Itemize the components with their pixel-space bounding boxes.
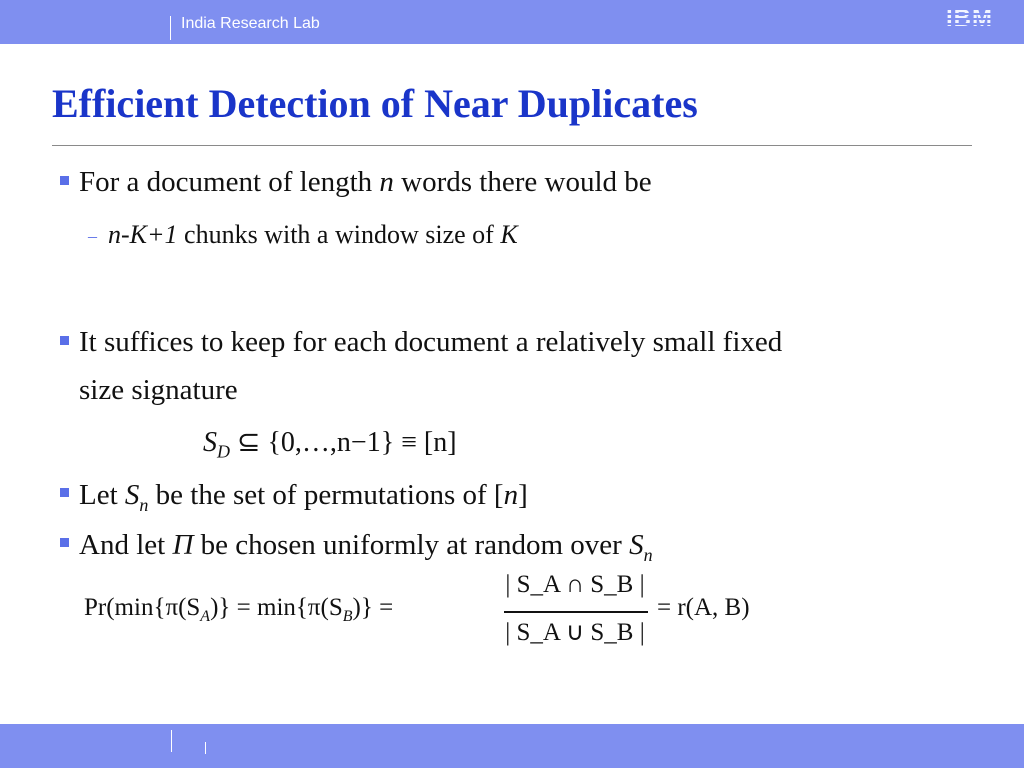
footer-separator-small [205,742,206,754]
bullet-square-icon [60,488,69,497]
sub-bullet-1: n-K+1 chunks with a window size of K [108,220,518,249]
title-divider [52,145,972,146]
bullet-2-line-2: size signature [79,374,238,406]
bottom-banner [0,724,1024,768]
bullet-1: For a document of length n words there would be [79,166,652,198]
minhash-formula-result: = r(A, B) [657,594,750,621]
dash-bullet-icon: – [88,226,97,246]
signature-formula: $S_D$ ⊆ {0,…,n−1} ≡ [n] [203,427,457,462]
bullet-square-icon [60,176,69,185]
slide-title: Efficient Detection of Near Duplicates [52,81,698,126]
bullet-2-line-1: It suffices to keep for each document a relatively small fixed [79,326,783,358]
fraction-denominator: | S_A ∪ S_B | [505,619,645,646]
top-banner [0,0,1024,44]
ibm-logo: IBM [946,5,993,32]
header-separator [170,16,171,40]
fraction-numerator: | S_A ∩ S_B | [505,571,645,598]
fraction-bar [504,611,648,613]
minhash-formula-lhs: $Pr(\min\{\pi(S_A)\} = \min\{\pi(S_B)\}$ = [84,594,394,625]
bullet-3: Let $S_n$ be the set of permutations of [n] [79,479,528,515]
bullet-4: And let Π be chosen uniformly at random over $S_n$ [79,529,653,565]
footer-separator [171,730,172,752]
lab-name: India Research Lab [181,15,320,32]
bullet-square-icon [60,336,69,345]
bullet-square-icon [60,538,69,547]
